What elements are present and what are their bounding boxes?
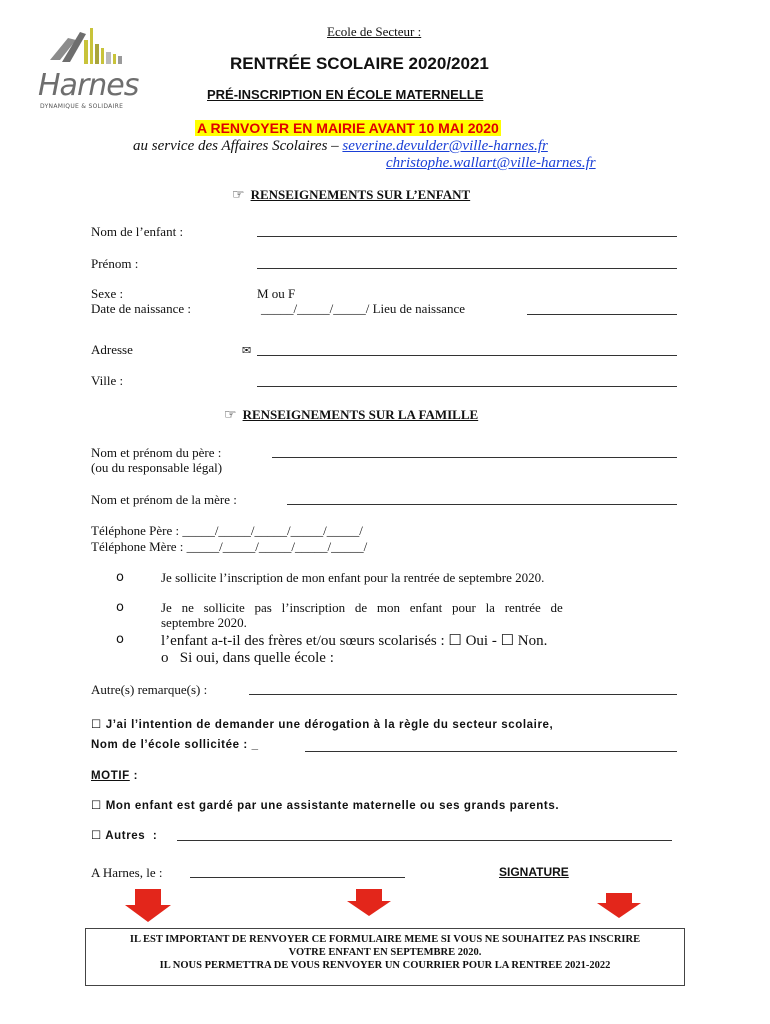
motif-1-checkbox[interactable]: ☐ Mon enfant est gardé par une assistante maternelle ou ses grands parents. — [91, 800, 560, 812]
down-arrow-icon — [123, 889, 173, 923]
pere-sub-label: (ou du responsable légal) — [91, 460, 223, 475]
logo-tagline: DYNAMIQUE & SOLIDAIRE — [40, 103, 124, 110]
motif-colon: : — [129, 770, 139, 782]
page-subtitle: PRÉ-INSCRIPTION EN ÉCOLE MATERNELLE — [207, 87, 484, 102]
logo-name: Harnes — [38, 68, 139, 103]
prenom-label: Prénom : — [91, 256, 139, 271]
remarques-field[interactable] — [249, 694, 677, 695]
date-field[interactable] — [190, 877, 405, 878]
ville-field[interactable] — [257, 386, 677, 387]
prenom-field[interactable] — [257, 268, 677, 269]
signature-label: SIGNATURE — [499, 865, 569, 879]
section-famille-heading — [224, 407, 478, 423]
page-title: RENTRÉE SCOLAIRE 2020/2021 — [230, 54, 489, 73]
tel-mere[interactable]: Téléphone Mère : _____/_____/_____/_____/_____/ — [91, 539, 368, 554]
pere-field[interactable] — [272, 457, 677, 458]
autres-checkbox[interactable]: ☐ Autres : — [91, 830, 158, 842]
notice-line-2: VOTRE ENFANT EN SEPTEMBRE 2020. — [288, 947, 482, 958]
email-link-1[interactable]: severine.devulder@ville-harnes.fr — [342, 138, 548, 154]
mere-field[interactable] — [287, 504, 677, 505]
notice-line-1: IL EST IMPORTANT DE RENVOYER CE FORMULAIRE MEME SI VOUS NE SOUHAITEZ PAS INSCRIRE — [129, 934, 641, 945]
nom-enfant-label: Nom de l’enfant : — [91, 224, 184, 239]
option-1-text: Je sollicite l’inscription de mon enfant pour la rentrée de septembre 2020. — [161, 570, 545, 585]
naissance-label: Date de naissance : — [91, 301, 191, 316]
harnes-logo — [38, 18, 138, 113]
email-line-2 — [386, 155, 596, 172]
tel-pere[interactable]: Téléphone Père : _____/_____/_____/_____/_____/ — [91, 523, 363, 538]
motif-heading — [91, 770, 138, 782]
sexe-value[interactable]: M ou F — [257, 286, 296, 301]
service-line — [133, 138, 548, 155]
service-label: au service des Affaires Scolaires – — [133, 138, 339, 154]
pere-label: Nom et prénom du père : — [91, 445, 222, 460]
pointing-hand-icon: ☞ — [224, 407, 237, 423]
option-3-text: l’enfant a-t-il des frères et/ou sœurs scolarisés : ☐ Oui - ☐ Non. — [161, 633, 548, 649]
ecole-sollicitee-field[interactable] — [305, 751, 677, 752]
important-notice-box — [85, 928, 685, 986]
email-link-2[interactable]: christophe.wallart@ville-harnes.fr — [386, 155, 596, 171]
famille-heading-text: RENSEIGNEMENTS SUR LA FAMILLE — [242, 407, 479, 422]
lieu-naissance-field[interactable] — [527, 314, 677, 315]
notice-line-3: IL NOUS PERMETTRA DE VOUS RENVOYER UN COURRIER POUR LA RENTREE 2021-2022 — [159, 960, 611, 971]
adresse-label: Adresse — [91, 342, 133, 357]
ecole-sollicitee-label: Nom de l’école sollicitée : _ — [91, 739, 259, 751]
down-arrow-icon — [345, 889, 393, 917]
section-enfant-heading — [232, 187, 470, 203]
ville-label: Ville : — [91, 373, 124, 388]
sexe-label: Sexe : — [91, 286, 124, 301]
derogation-intention[interactable]: ☐ J’ai l’intention de demander une dérogation à la règle du secteur scolaire, — [91, 719, 554, 731]
autres-field[interactable] — [177, 840, 672, 841]
mere-label: Nom et prénom de la mère : — [91, 492, 237, 507]
deadline-banner: A RENVOYER EN MAIRIE AVANT 10 MAI 2020 — [197, 120, 499, 136]
adresse-field[interactable] — [257, 355, 677, 356]
motif-label: MOTIF — [91, 770, 130, 782]
option-3-subtext: o Si oui, dans quelle école : — [161, 650, 334, 666]
ecole-secteur-label: Ecole de Secteur : — [327, 24, 422, 39]
pointing-hand-icon: ☞ — [232, 187, 245, 203]
lieu-date-label: A Harnes, le : — [91, 865, 163, 880]
envelope-icon: ✉ — [242, 344, 252, 357]
option-1-radio[interactable]: o — [116, 570, 124, 585]
option-2-text-line2: septembre 2020. — [161, 615, 247, 630]
option-2-radio[interactable]: o — [116, 600, 124, 615]
remarques-label: Autre(s) remarque(s) : — [91, 682, 208, 697]
option-3-radio[interactable]: o — [116, 632, 124, 647]
enfant-heading-text: RENSEIGNEMENTS SUR L’ENFANT — [250, 187, 471, 202]
nom-enfant-field[interactable] — [257, 236, 677, 237]
naissance-value[interactable]: _____/_____/_____/ Lieu de naissance — [261, 301, 465, 316]
option-2-text-line1: Je ne sollicite pas l’inscription de mon enfant pour la rentrée de — [161, 600, 563, 615]
down-arrow-icon — [595, 893, 643, 919]
